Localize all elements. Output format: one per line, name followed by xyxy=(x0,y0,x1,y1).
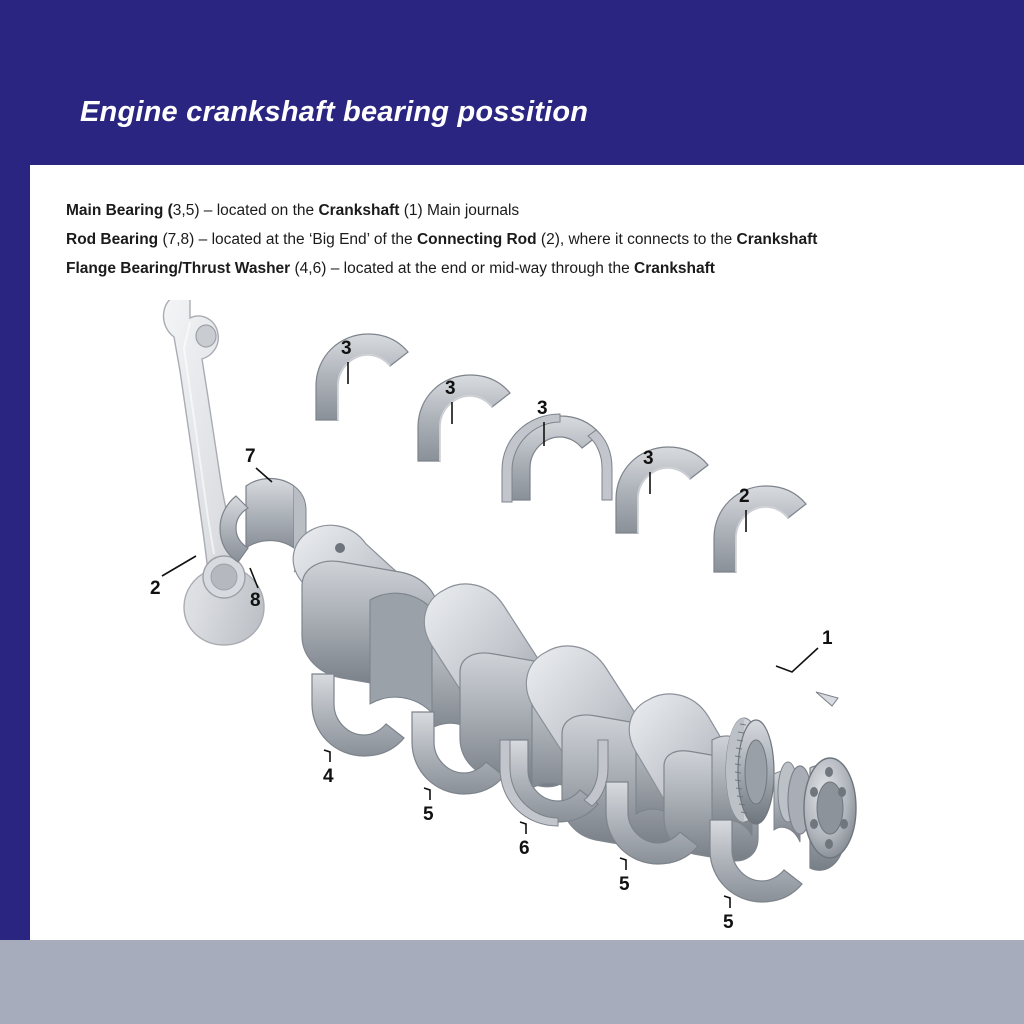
caption-2-text-2: (2), where it connects to the xyxy=(536,231,737,248)
callout-3b-label: 3 xyxy=(445,378,456,399)
caption-2-bold-3: Crankshaft xyxy=(736,231,818,248)
caption-line-2 xyxy=(66,225,996,254)
caption-1-bold-1: Main Bearing ( xyxy=(66,202,173,219)
part-connecting-rod xyxy=(163,300,264,645)
caption-2-bold-2: Connecting Rod xyxy=(416,231,537,248)
caption-3-text-1: (4,6) – located at the end or mid-way through the xyxy=(290,260,634,277)
callout-3a-label: 3 xyxy=(341,338,352,359)
caption-1-text-1: 3,5) – located on the xyxy=(172,202,319,219)
caption-1-bold-2: Crankshaft xyxy=(318,202,400,219)
footer-band xyxy=(0,940,1024,1024)
callout-5c-label: 5 xyxy=(619,874,630,895)
part-crankshaft-flange xyxy=(804,692,856,870)
caption-line-3 xyxy=(66,254,996,283)
header-band xyxy=(0,0,1024,165)
caption-2-text-1: (7,8) – located at the ‘Big End’ of the xyxy=(158,231,417,248)
callout-8-label: 8 xyxy=(250,590,261,611)
caption-3-bold-2: Crankshaft xyxy=(634,260,715,277)
part-main-bearing-upper-c xyxy=(616,447,708,533)
callout-6-label: 6 xyxy=(519,838,530,859)
caption-2-bold-1: Rod Bearing xyxy=(66,231,159,248)
part-main-bearing-upper-b xyxy=(418,375,510,461)
part-main-bearing-upper-d xyxy=(714,486,806,572)
callout-4-label: 3 xyxy=(537,398,548,419)
callout-3d-label: 2 xyxy=(739,486,750,507)
callout-5a-label: 4 xyxy=(323,766,334,787)
caption-block xyxy=(66,196,996,283)
callout-2-label: 2 xyxy=(150,578,161,599)
part-main-bearing-upper-a xyxy=(316,334,408,420)
callout-3c-label: 3 xyxy=(643,448,654,469)
caption-line-1 xyxy=(66,196,996,225)
crankshaft-exploded-diagram xyxy=(40,300,1000,940)
callout-5d-label: 5 xyxy=(723,912,734,933)
callout-7-label: 7 xyxy=(245,446,256,467)
part-flange-bearing-upper xyxy=(502,414,612,502)
callout-5b-label: 5 xyxy=(423,804,434,825)
page-title: Engine crankshaft bearing possition xyxy=(80,96,589,128)
caption-1-text-2: (1) Main journals xyxy=(399,202,520,219)
part-ring-gear xyxy=(726,718,774,824)
callout-1-label: 1 xyxy=(822,628,833,649)
left-accent-bar xyxy=(0,0,30,1024)
caption-3-bold-1: Flange Bearing/Thrust Washer xyxy=(66,260,291,277)
